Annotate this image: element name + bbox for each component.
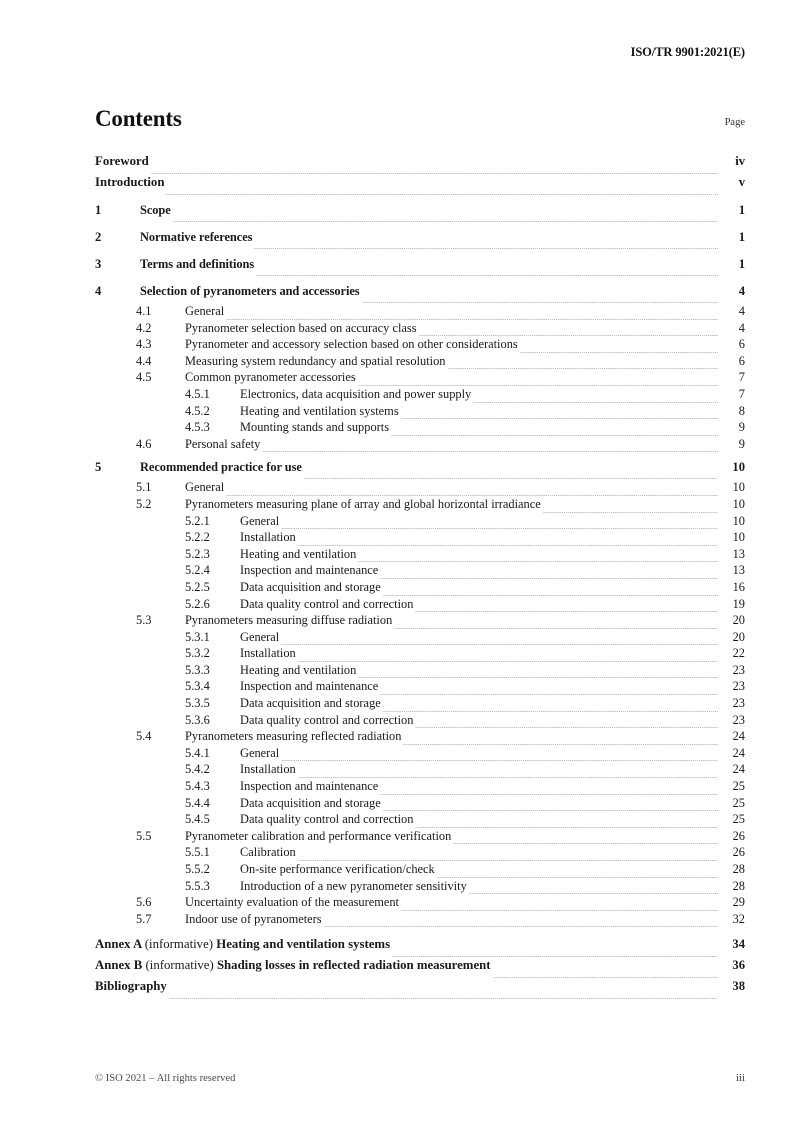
- toc-entry-number: 5.3.4: [185, 679, 210, 694]
- toc-page-number: 7: [738, 386, 745, 401]
- toc-page-number: 26: [732, 828, 745, 843]
- toc-entry-number: 4.4: [136, 353, 152, 368]
- toc-entry-level-3[interactable]: [95, 747, 745, 764]
- toc-entry-number: 5.3.3: [185, 662, 210, 677]
- toc-entry-label: Pyranometer selection based on accuracy class: [185, 320, 417, 335]
- toc-page-number: v: [738, 175, 745, 189]
- toc-entry-number: 5.2.4: [185, 563, 210, 578]
- toc-page-number: 32: [732, 911, 745, 926]
- toc-page-number: 1: [738, 203, 745, 217]
- toc-entry-level-3[interactable]: [95, 846, 745, 863]
- dot-leader: [543, 506, 718, 515]
- toc-entry-level-3[interactable]: [95, 515, 745, 532]
- toc-entry-number: 4.2: [136, 320, 152, 335]
- toc-entry-level-3[interactable]: [95, 581, 745, 598]
- toc-page-number: 23: [732, 662, 745, 677]
- annex-title: Heating and ventilation systems: [216, 937, 391, 952]
- toc-entry-number: 5.6: [136, 895, 152, 910]
- toc-page-number: 24: [732, 729, 745, 744]
- dot-leader: [262, 445, 718, 454]
- toc-page-number: 10: [732, 480, 745, 495]
- toc-entry-number: 5.5.3: [185, 878, 210, 893]
- dot-leader: [383, 705, 718, 714]
- dot-leader: [362, 296, 718, 305]
- toc-page-number: 28: [732, 878, 745, 893]
- toc-entry-number: 4.5.1: [185, 386, 210, 401]
- toc-page-number: 9: [738, 436, 745, 451]
- toc-entry-label: Calibration: [240, 845, 296, 860]
- toc-entry-level-2[interactable]: [95, 338, 745, 355]
- toc-entry-number: 5.2.3: [185, 546, 210, 561]
- toc-entry-number: 5.2: [136, 496, 152, 511]
- dot-leader: [403, 738, 718, 747]
- toc-page-number: 24: [732, 762, 745, 777]
- toc-page-number: 20: [732, 629, 745, 644]
- dot-leader: [281, 522, 718, 531]
- toc-entry-level-3[interactable]: [95, 697, 745, 714]
- toc-page-number: 23: [732, 712, 745, 727]
- dot-leader: [173, 215, 718, 224]
- dot-leader: [391, 429, 718, 438]
- dot-leader: [226, 489, 718, 498]
- toc-page-number: 1: [738, 257, 745, 271]
- toc-page-number: 10: [732, 513, 745, 528]
- toc-page-number: 20: [732, 613, 745, 628]
- dot-leader: [281, 754, 718, 763]
- toc-entry-level-3[interactable]: [95, 631, 745, 648]
- dot-leader: [394, 622, 718, 631]
- toc-entry-level-2[interactable]: [95, 305, 745, 322]
- toc-entry-level-3[interactable]: [95, 531, 745, 548]
- toc-entry-number: 5: [95, 460, 102, 475]
- toc-entry-number: 5.3.5: [185, 696, 210, 711]
- dot-leader: [281, 638, 718, 647]
- annex-informative-tag: (informative): [144, 937, 214, 952]
- toc-entry-level-2[interactable]: [95, 730, 745, 747]
- page-title: Contents: [95, 106, 182, 131]
- toc-page-number: 1: [738, 230, 745, 244]
- toc-entry-level-3[interactable]: [95, 548, 745, 565]
- toc-entry-number: 5.2.1: [185, 513, 210, 528]
- toc-entry-label: Data acquisition and storage: [240, 696, 381, 711]
- toc-page-number: 6: [738, 353, 745, 368]
- toc-entry-label: Introduction of a new pyranometer sensitivity: [240, 878, 467, 893]
- toc-entry-level-3[interactable]: [95, 664, 745, 681]
- toc-entry-label: General: [185, 304, 225, 318]
- toc-entry-number: 5.3.6: [185, 712, 210, 727]
- toc-entry-label: Measuring system redundancy and spatial resolution: [185, 353, 446, 368]
- toc-entry-label: Data quality control and correction: [240, 596, 414, 611]
- toc-entry-label: Heating and ventilation: [240, 662, 357, 677]
- toc-page-number: iv: [735, 154, 745, 168]
- toc-entry-label: Normative references: [140, 230, 253, 244]
- toc-entry-number: 5.2.2: [185, 530, 210, 545]
- annex-title: Shading losses in reflected radiation measurement: [216, 958, 491, 973]
- toc-entry-level-3[interactable]: [95, 647, 745, 664]
- toc-entry-label: [95, 938, 390, 951]
- toc-entry-label: Foreword: [95, 154, 149, 168]
- toc-entry-label: Installation: [240, 646, 296, 661]
- toc-entry-label: Indoor use of pyranometers: [185, 911, 322, 926]
- dot-leader: [226, 313, 718, 322]
- toc-page-number: 29: [732, 895, 745, 910]
- dot-leader: [415, 821, 718, 830]
- toc-entry-level-2[interactable]: [95, 481, 745, 498]
- toc-entry-number: 5.4.1: [185, 745, 210, 760]
- toc-entry-number: 4: [95, 284, 102, 298]
- page-column-label: Page: [724, 117, 745, 128]
- dot-leader: [380, 572, 718, 581]
- toc-entry-level-3[interactable]: [95, 863, 745, 880]
- dot-leader: [383, 589, 718, 598]
- toc-entry-label: Electronics, data acquisition and power supply: [240, 386, 472, 401]
- toc-entry-annex[interactable]: [95, 959, 745, 980]
- dot-leader: [304, 472, 718, 481]
- annex-prefix: Bibliography: [95, 979, 167, 994]
- toc-entry-level-3[interactable]: [95, 388, 745, 405]
- dot-leader: [437, 871, 718, 880]
- dot-leader: [383, 804, 718, 813]
- toc-entry-level-2[interactable]: [95, 830, 745, 847]
- dot-leader: [169, 992, 718, 1001]
- toc-entry-level-2[interactable]: [95, 438, 745, 455]
- toc-entry-number: 5.4.2: [185, 762, 210, 777]
- dot-leader: [419, 329, 718, 338]
- toc-page-number: 8: [738, 403, 745, 418]
- toc-page-number: 13: [732, 546, 745, 561]
- toc-entry-label: Scope: [140, 203, 171, 217]
- toc-entry-level-3[interactable]: [95, 763, 745, 780]
- toc-entry-level-1[interactable]: [95, 231, 745, 251]
- toc-entry-label: Pyranometers measuring diffuse radiation: [185, 613, 393, 628]
- toc-page-number: 6: [738, 337, 745, 352]
- dot-leader: [473, 396, 718, 405]
- toc-entry-number: 5.4.3: [185, 779, 210, 794]
- page-footer: [95, 1072, 745, 1084]
- dot-leader: [401, 412, 718, 421]
- toc-entry-number: 4.5: [136, 370, 152, 385]
- toc-page-number: 24: [732, 745, 745, 760]
- toc-entry-number: 5.4.4: [185, 795, 210, 810]
- dot-leader: [493, 971, 718, 980]
- toc-page-number: 7: [738, 370, 745, 385]
- copyright-notice: © ISO 2021 – All rights reserved: [95, 1073, 236, 1084]
- toc-entry-label: Inspection and maintenance: [240, 679, 379, 694]
- toc-entry-label: Recommended practice for use: [140, 460, 302, 475]
- toc-entry-level-3[interactable]: [95, 880, 745, 897]
- toc-entry-label: [95, 959, 491, 972]
- toc-entry-level-3[interactable]: [95, 797, 745, 814]
- toc-entry-level-2[interactable]: [95, 322, 745, 339]
- toc-page-number: 4: [738, 284, 745, 298]
- toc-page-number: 38: [732, 979, 745, 994]
- toc-page-number: 26: [732, 845, 745, 860]
- toc-entry-frontmatter[interactable]: [95, 176, 745, 197]
- dot-leader: [380, 788, 718, 797]
- dot-leader: [401, 904, 718, 913]
- toc-entry-label: On-site performance verification/check: [240, 862, 435, 876]
- table-of-contents: [95, 155, 745, 1001]
- toc-entry-frontmatter[interactable]: [95, 155, 745, 176]
- dot-leader: [358, 555, 718, 564]
- toc-entry-level-1[interactable]: [95, 204, 745, 224]
- toc-page-number: 4: [738, 304, 745, 318]
- toc-entry-label: General: [240, 745, 280, 760]
- dot-leader: [298, 771, 718, 780]
- toc-entry-number: 5.1: [136, 480, 152, 495]
- toc-entry-level-2[interactable]: [95, 896, 745, 913]
- toc-entry-number: 4.1: [136, 304, 152, 318]
- toc-entry-number: 5.2.6: [185, 596, 210, 611]
- toc-entry-number: 2: [95, 230, 102, 244]
- toc-entry-level-3[interactable]: [95, 405, 745, 422]
- toc-entry-label: Mounting stands and supports: [240, 420, 390, 435]
- dot-leader: [298, 854, 718, 863]
- toc-entry-label: Inspection and maintenance: [240, 563, 379, 578]
- toc-entry-label: General: [240, 513, 280, 528]
- toc-entry-level-3[interactable]: [95, 780, 745, 797]
- toc-entry-number: 5.3: [136, 613, 152, 628]
- toc-entry-label: [95, 980, 167, 993]
- toc-entry-number: 5.4: [136, 729, 152, 744]
- toc-entry-level-3[interactable]: [95, 564, 745, 581]
- toc-page-number: 19: [732, 596, 745, 611]
- toc-entry-number: 5.7: [136, 911, 152, 926]
- dot-leader: [448, 362, 719, 371]
- toc-entry-number: 4.5.3: [185, 420, 210, 435]
- toc-page-number: 10: [732, 496, 745, 511]
- toc-page-number: 25: [732, 812, 745, 827]
- toc-entry-level-2[interactable]: [95, 355, 745, 372]
- toc-entry-label: Data quality control and correction: [240, 712, 414, 727]
- toc-entry-label: Selection of pyranometers and accessories: [140, 284, 360, 298]
- toc-entry-number: 5.5: [136, 828, 152, 843]
- toc-entry-level-2[interactable]: [95, 913, 745, 930]
- dot-leader: [298, 655, 718, 664]
- toc-entry-number: 5.4.5: [185, 812, 210, 827]
- toc-page-number: 25: [732, 779, 745, 794]
- toc-entry-level-1[interactable]: [95, 461, 745, 481]
- document-reference-header: ISO/TR 9901:2021(E): [630, 45, 745, 59]
- toc-entry-label: Common pyranometer accessories: [185, 370, 356, 385]
- toc-page-number: 4: [738, 320, 745, 335]
- toc-page-number: 16: [732, 579, 745, 594]
- toc-entry-number: 5.3.2: [185, 646, 210, 661]
- toc-entry-level-1[interactable]: [95, 285, 745, 305]
- toc-entry-number: 5.5.2: [185, 862, 210, 876]
- toc-entry-number: 1: [95, 203, 102, 217]
- toc-entry-label: Heating and ventilation: [240, 546, 357, 561]
- toc-entry-number: 5.3.1: [185, 629, 210, 644]
- toc-page-number: 23: [732, 696, 745, 711]
- toc-entry-annex[interactable]: [95, 980, 745, 1001]
- toc-entry-number: 4.3: [136, 337, 152, 352]
- toc-entry-level-2[interactable]: [95, 371, 745, 388]
- toc-entry-level-3[interactable]: [95, 421, 745, 438]
- toc-entry-level-2[interactable]: [95, 614, 745, 631]
- dot-leader: [415, 721, 718, 730]
- toc-entry-label: Installation: [240, 530, 296, 545]
- toc-entry-label: Terms and definitions: [140, 257, 255, 271]
- toc-entry-label: Data quality control and correction: [240, 812, 414, 827]
- annex-prefix: Annex B: [95, 958, 143, 973]
- dot-leader: [254, 242, 718, 251]
- toc-page-number: 36: [732, 958, 745, 973]
- toc-entry-label: Inspection and maintenance: [240, 779, 379, 794]
- toc-entry-label: Heating and ventilation systems: [240, 403, 399, 418]
- toc-entry-label: General: [240, 629, 280, 644]
- toc-entry-level-3[interactable]: [95, 680, 745, 697]
- toc-entry-label: Installation: [240, 762, 296, 777]
- toc-page-number: 13: [732, 563, 745, 578]
- dot-leader: [415, 605, 718, 614]
- dot-leader: [166, 188, 718, 197]
- toc-page-number: 23: [732, 679, 745, 694]
- toc-page-number: 10: [732, 530, 745, 545]
- toc-entry-level-3[interactable]: [95, 813, 745, 830]
- toc-entry-label: Data acquisition and storage: [240, 579, 381, 594]
- toc-entry-number: 3: [95, 257, 102, 271]
- toc-entry-level-2[interactable]: [95, 498, 745, 515]
- annex-prefix: Annex A: [95, 937, 142, 952]
- toc-entry-level-1[interactable]: [95, 258, 745, 278]
- toc-entry-label: Uncertainty evaluation of the measurement: [185, 895, 399, 910]
- page-folio: iii: [735, 1072, 745, 1084]
- toc-entry-annex[interactable]: [95, 938, 745, 959]
- dot-leader: [256, 269, 718, 278]
- toc-entry-label: General: [185, 480, 225, 495]
- toc-entry-number: 5.5.1: [185, 845, 210, 860]
- toc-page-number: 22: [732, 646, 745, 661]
- toc-entry-level-3[interactable]: [95, 714, 745, 731]
- dot-leader: [358, 379, 718, 388]
- annex-informative-tag: (informative): [145, 958, 214, 973]
- toc-entry-label: Pyranometers measuring reflected radiation: [185, 729, 402, 744]
- toc-entry-label: Personal safety: [185, 436, 261, 451]
- toc-entry-label: Introduction: [95, 175, 165, 189]
- toc-page-number: 25: [732, 795, 745, 810]
- toc-entry-label: Data acquisition and storage: [240, 795, 381, 810]
- dot-leader: [298, 539, 718, 548]
- toc-page-number: 34: [732, 937, 745, 952]
- dot-leader: [151, 167, 718, 176]
- dot-leader: [324, 920, 718, 929]
- dot-leader: [358, 671, 718, 680]
- toc-entry-label: Pyranometer and accessory selection based on other considerations: [185, 337, 518, 352]
- dot-leader: [520, 346, 718, 355]
- toc-page-number: 28: [732, 862, 745, 876]
- toc-entry-level-3[interactable]: [95, 598, 745, 615]
- dot-leader: [453, 837, 718, 846]
- toc-entry-label: Pyranometer calibration and performance verification: [185, 828, 452, 843]
- toc-page-number: 10: [732, 460, 745, 475]
- dot-leader: [392, 950, 718, 959]
- toc-entry-label: Pyranometers measuring plane of array and global horizontal irradiance: [185, 496, 541, 511]
- toc-entry-number: 4.5.2: [185, 403, 210, 418]
- toc-page-number: 9: [738, 420, 745, 435]
- contents-title-row: [95, 107, 745, 130]
- dot-leader: [380, 688, 718, 697]
- toc-entry-number: 4.6: [136, 436, 152, 451]
- toc-entry-number: 5.2.5: [185, 579, 210, 594]
- dot-leader: [469, 887, 718, 896]
